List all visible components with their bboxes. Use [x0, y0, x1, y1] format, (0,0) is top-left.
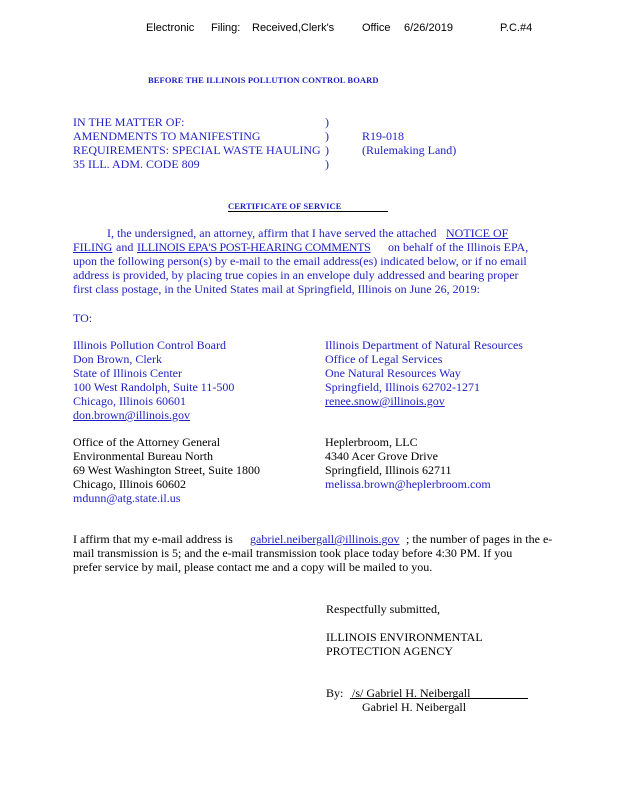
header-filing: Filing:: [211, 22, 241, 34]
caption-paren-2: ): [325, 129, 329, 143]
certificate-title: CERTIFICATE OF SERVICE: [228, 201, 342, 211]
by-label: By:: [326, 686, 344, 700]
recipient-3-email[interactable]: mdunn@atg.state.il.us: [73, 491, 181, 505]
recipient-3-line-3: 69 West Washington Street, Suite 1800: [73, 463, 260, 477]
agency-line-2: PROTECTION AGENCY: [326, 644, 454, 658]
body-line-5: first class postage, in the United States mail at Springfield, Illinois on June 26, 2019:: [73, 282, 480, 296]
affirm-line-1a: I affirm that my e-mail address is: [73, 532, 233, 546]
body-line-3: upon the following person(s) by e-mail to the email address(es) indicated below, or if no email: [73, 254, 527, 268]
rulemaking-type: (Rulemaking Land): [362, 143, 457, 157]
recipient-2-line-4: Springfield, Illinois 62702-1271: [325, 380, 480, 394]
caption-line-1: IN THE MATTER OF:: [73, 115, 185, 129]
caption-paren-4: ): [325, 157, 329, 171]
recipient-3-line-2: Environmental Bureau North: [73, 449, 213, 463]
affirm-line-3: prefer service by mail, please contact me and a copy will be mailed to you.: [73, 560, 433, 574]
signature-line: [350, 698, 528, 699]
recipient-2-email[interactable]: renee.snow@illinois.gov: [325, 394, 445, 408]
recipient-1-line-1: Illinois Pollution Control Board: [73, 338, 227, 352]
signature-text: /s/ Gabriel H. Neibergall: [352, 686, 471, 700]
recipient-4-email[interactable]: melissa.brown@heplerbroom.com: [325, 477, 491, 491]
affirm-email[interactable]: gabriel.neibergall@illinois.gov: [250, 532, 400, 546]
recipient-4-line-2: 4340 Acer Grove Drive: [325, 449, 438, 463]
header-received: Received,Clerk's: [252, 22, 335, 34]
caption-line-2: AMENDMENTS TO MANIFESTING: [73, 129, 261, 143]
body-line-2b: and: [116, 240, 134, 254]
board-title: BEFORE THE ILLINOIS POLLUTION CONTROL BOARD: [148, 75, 379, 85]
recipient-4-line-1: Heplerbroom, LLC: [325, 435, 418, 449]
recipient-2-line-2: Office of Legal Services: [325, 352, 443, 366]
caption-paren-3: ): [325, 143, 329, 157]
certificate-underline: [228, 211, 388, 212]
affirm-line-2: mail transmission is 5; and the e-mail transmission took place today before 4:30 PM. If you: [73, 546, 513, 560]
body-line-2d: on behalf of the Illinois EPA,: [388, 240, 529, 254]
affirm-line-1b: ; the number of pages in the e-: [406, 532, 553, 546]
caption-line-4: 35 ILL. ADM. CODE 809: [73, 157, 200, 171]
agency-line-1: ILLINOIS ENVIRONMENTAL: [326, 630, 483, 644]
recipient-1-line-4: 100 West Randolph, Suite 11-500: [73, 380, 235, 394]
docket-number: R19-018: [362, 129, 404, 143]
respectfully-submitted: Respectfully submitted,: [326, 602, 440, 616]
body-line-4: address is provided, by placing true copies in an envelope duly addressed and bearing proper: [73, 268, 519, 282]
header-electronic: Electronic: [146, 22, 195, 34]
recipient-3-line-1: Office of the Attorney General: [73, 435, 221, 449]
body-line-2c: ILLINOIS EPA'S POST-HEARING COMMENTS: [137, 240, 371, 254]
recipient-4-line-3: Springfield, Illinois 62711: [325, 463, 452, 477]
header-office: Office: [362, 22, 391, 34]
caption-paren-1: ): [325, 115, 329, 129]
header-date: 6/26/2019: [404, 22, 453, 34]
recipient-1-email[interactable]: don.brown@illinois.gov: [73, 408, 191, 422]
body-line-2a: FILING: [73, 240, 113, 254]
caption-line-3: REQUIREMENTS: SPECIAL WASTE HAULING: [73, 143, 321, 157]
recipient-2-line-1: Illinois Department of Natural Resources: [325, 338, 523, 352]
recipient-2-line-3: One Natural Resources Way: [325, 366, 461, 380]
signer-name: Gabriel H. Neibergall: [362, 700, 467, 714]
recipient-1-line-5: Chicago, Illinois 60601: [73, 394, 186, 408]
recipient-1-line-3: State of Illinois Center: [73, 366, 182, 380]
body-line-1a: I, the undersigned, an attorney, affirm that I have served the attached: [107, 226, 437, 240]
body-line-1b: NOTICE OF: [446, 226, 509, 240]
to-label: TO:: [73, 311, 93, 325]
recipient-3-line-4: Chicago, Illinois 60602: [73, 477, 186, 491]
recipient-1-line-2: Don Brown, Clerk: [73, 352, 162, 366]
header-pc: P.C.#4: [500, 22, 533, 34]
